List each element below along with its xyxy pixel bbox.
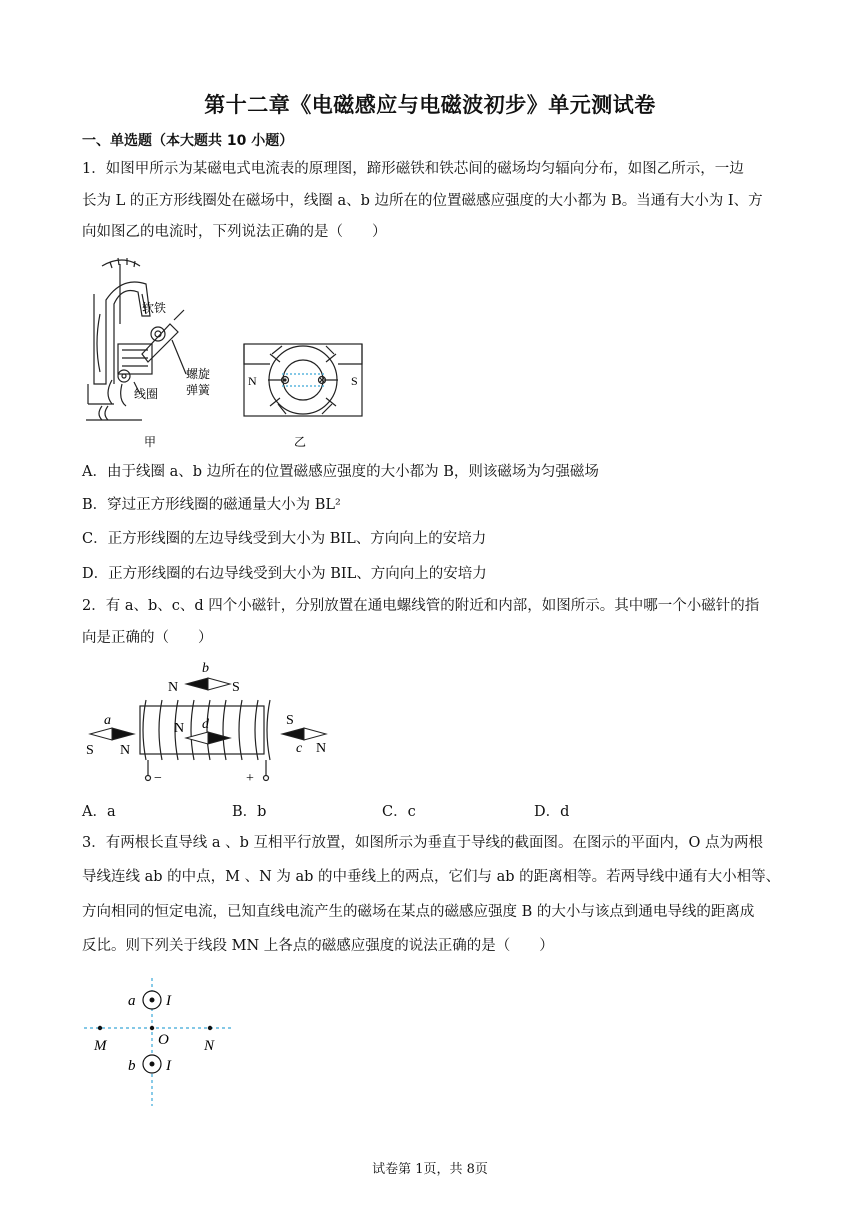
- q1-option-d[interactable]: D．正方形线圈的右边导线受到大小为 BIL、方向向上的安培力: [82, 566, 487, 582]
- label-d: d: [202, 717, 209, 732]
- q2-option-c[interactable]: C．c: [382, 804, 416, 820]
- label-north-pole: N: [248, 374, 257, 388]
- q1-figure: [82, 254, 382, 450]
- q1-stem-line1: 1．如图甲所示为某磁电式电流表的原理图，蹄形磁铁和铁芯间的磁场均匀辐向分布，如图乙所示，一边: [82, 161, 744, 177]
- label-point-o: O: [158, 1032, 169, 1048]
- q3-stem-line1: 3．有两根长直导线 a 、b 互相平行放置，如图所示为垂直于导线的截面图。在图示的平面内，O 点为两根: [82, 835, 763, 851]
- label-plus-terminal: +: [246, 771, 254, 786]
- compass-needle-a: [90, 728, 134, 740]
- label-point-m: M: [94, 1038, 107, 1054]
- q1-option-a[interactable]: A．由于线圈 a、b 边所在的位置磁感应强度的大小都为 B，则该磁场为匀强磁场: [82, 464, 599, 480]
- label-b-s: S: [232, 680, 240, 695]
- q2-stem-line2: 向是正确的（ ）: [82, 630, 213, 646]
- label-coil: 线圈: [134, 387, 159, 401]
- q2-option-d[interactable]: D．d: [534, 804, 570, 820]
- radial-field-diagram: [244, 344, 362, 416]
- compass-needle-b: [186, 678, 230, 690]
- label-south-pole: S: [351, 374, 358, 388]
- q2-stem-line1: 2．有 a、b、c、d 四个小磁针，分别放置在通电螺线管的附近和内部，如图所示。其中哪一个小磁针的指: [82, 598, 760, 614]
- q1-option-c[interactable]: C．正方形线圈的左边导线受到大小为 BIL、方向向上的安培力: [82, 531, 487, 547]
- page-title: 第十二章《电磁感应与电磁波初步》单元测试卷: [204, 93, 656, 117]
- label-current-b: I: [166, 1058, 171, 1074]
- label-current-a: I: [166, 993, 171, 1009]
- page-footer: 试卷第 1页，共 8页: [372, 1162, 488, 1177]
- q3-stem-line2: 导线连线 ab 的中点，M 、N 为 ab 的中垂线上的两点，它们与 ab 的距离相等。若两导线中通有大小相等、: [82, 869, 781, 885]
- q2-option-b[interactable]: B．b: [232, 804, 267, 820]
- label-soft-iron: 软铁: [142, 301, 167, 315]
- label-b: b: [202, 661, 209, 676]
- label-d-n: N: [174, 721, 185, 736]
- label-b-n: N: [168, 680, 179, 695]
- label-spiral: 螺旋: [186, 367, 211, 381]
- label-c-s: S: [286, 713, 294, 728]
- label-minus-terminal: −: [154, 771, 162, 786]
- q1-stem-line3: 向如图乙的电流时，下列说法正确的是（ ）: [82, 224, 387, 240]
- label-figure-yi: 乙: [294, 435, 307, 449]
- label-spring: 弹簧: [186, 383, 211, 397]
- label-a-n: N: [120, 743, 131, 758]
- label-c-n: N: [316, 741, 327, 756]
- label-a-s: S: [86, 743, 94, 758]
- compass-needle-c: [282, 728, 326, 740]
- q3-stem-line4: 反比。则下列关于线段 MN 上各点的磁感应强度的说法正确的是（ ）: [82, 938, 554, 954]
- q1-stem-line2: 长为 L 的正方形线圈处在磁场中，线圈 a、b 边所在的位置磁感应强度的大小都为 B。当通有大小为 I、方: [82, 193, 763, 209]
- label-figure-jia: 甲: [144, 435, 157, 449]
- label-c: c: [296, 741, 303, 756]
- label-a: a: [104, 713, 111, 728]
- q3-figure: [82, 978, 252, 1108]
- label-wire-a: a: [128, 993, 136, 1009]
- label-wire-b: b: [128, 1058, 136, 1074]
- section-heading: 一、单选题（本大题共 10 小题）: [82, 133, 294, 149]
- q3-stem-line3: 方向相同的恒定电流，已知直线电流产生的磁场在某点的磁感应强度 B 的大小与该点到通电导线的距离成: [82, 904, 755, 920]
- q2-figure: [82, 660, 342, 786]
- q2-option-a[interactable]: A．a: [82, 804, 116, 820]
- q1-option-b[interactable]: B．穿过正方形线圈的磁通量大小为 BL²: [82, 497, 341, 513]
- label-point-n: N: [204, 1038, 215, 1054]
